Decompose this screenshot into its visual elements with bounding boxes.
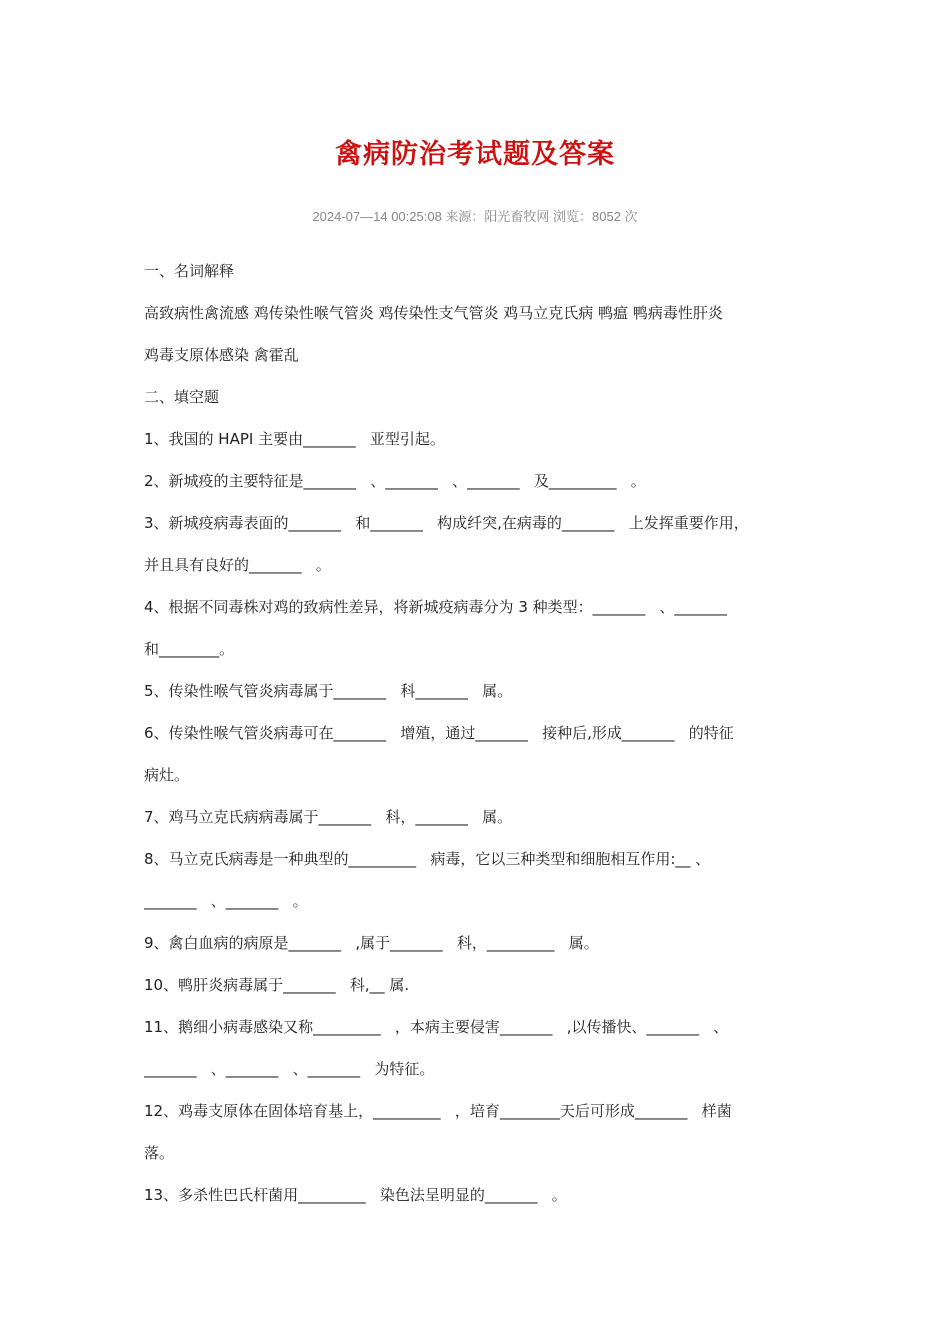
question-line: 落。	[144, 1144, 175, 1162]
question-line: 10、鸭肝炎病毒属于_______ 科,__ 属.	[144, 976, 410, 994]
document-body	[144, 250, 804, 1216]
question-line: 9、禽白血病的病原是_______ ,属于_______ 科，_________ 属。	[144, 934, 599, 952]
section-heading: 二、填空题	[144, 388, 220, 406]
question-line: 8、马立克氏病毒是一种典型的_________ 病毒，它以三种类型和细胞相互作用:__ 、	[144, 850, 711, 868]
question-line: 5、传染性喉气管炎病毒属于_______ 科_______ 属。	[144, 682, 513, 700]
text-line: 高致病性禽流感 鸡传染性喉气管炎 鸡传染性支气管炎 鸡马立克氏病 鸭瘟 鸭病毒性肝炎	[144, 304, 723, 322]
question-line: 4、根据不同毒株对鸡的致病性差异，将新城疫病毒分为 3 种类型：_______ 、_______	[144, 598, 727, 616]
question-line: 2、新城疫的主要特征是_______ 、_______ 、_______ 及_________ 。	[144, 472, 646, 490]
document-meta: 2024-07—14 00:25:08 来源：阳光畜牧网 浏览：8052 次	[312, 209, 638, 224]
question-line: 3、新城疫病毒表面的_______ 和_______ 构成纤突,在病毒的_______ 上发挥重要作用，	[144, 514, 749, 532]
question-line: 7、鸡马立克氏病病毒属于_______ 科，_______ 属。	[144, 808, 513, 826]
text-line: 鸡毒支原体感染 禽霍乱	[144, 346, 299, 364]
question-line: 6、传染性喉气管炎病毒可在_______ 增殖，通过_______ 接种后,形成_______ 的特征	[144, 724, 734, 742]
question-line: _______ 、_______ 。	[144, 892, 308, 910]
question-line: 11、鹅细小病毒感染又称_________ ，本病主要侵害_______ ,以传播快、_______ 、	[144, 1018, 729, 1036]
question-line: 并且具有良好的_______ 。	[144, 556, 331, 574]
question-line: _______ 、_______ 、_______ 为特征。	[144, 1060, 435, 1078]
question-line: 1、我国的 HAPI 主要由_______ 亚型引起。	[144, 430, 445, 448]
question-line: 病灶。	[144, 766, 190, 784]
question-line: 和________。	[144, 640, 235, 658]
question-line: 12、鸡毒支原体在固体培育基上，_________ ，培育________天后可形成_______ 样菌	[144, 1102, 732, 1120]
section-heading: 一、名词解释	[144, 262, 235, 280]
document-title: 禽病防治考试题及答案	[335, 139, 615, 170]
question-line: 13、多杀性巴氏杆菌用_________ 染色法呈明显的_______ 。	[144, 1186, 567, 1204]
